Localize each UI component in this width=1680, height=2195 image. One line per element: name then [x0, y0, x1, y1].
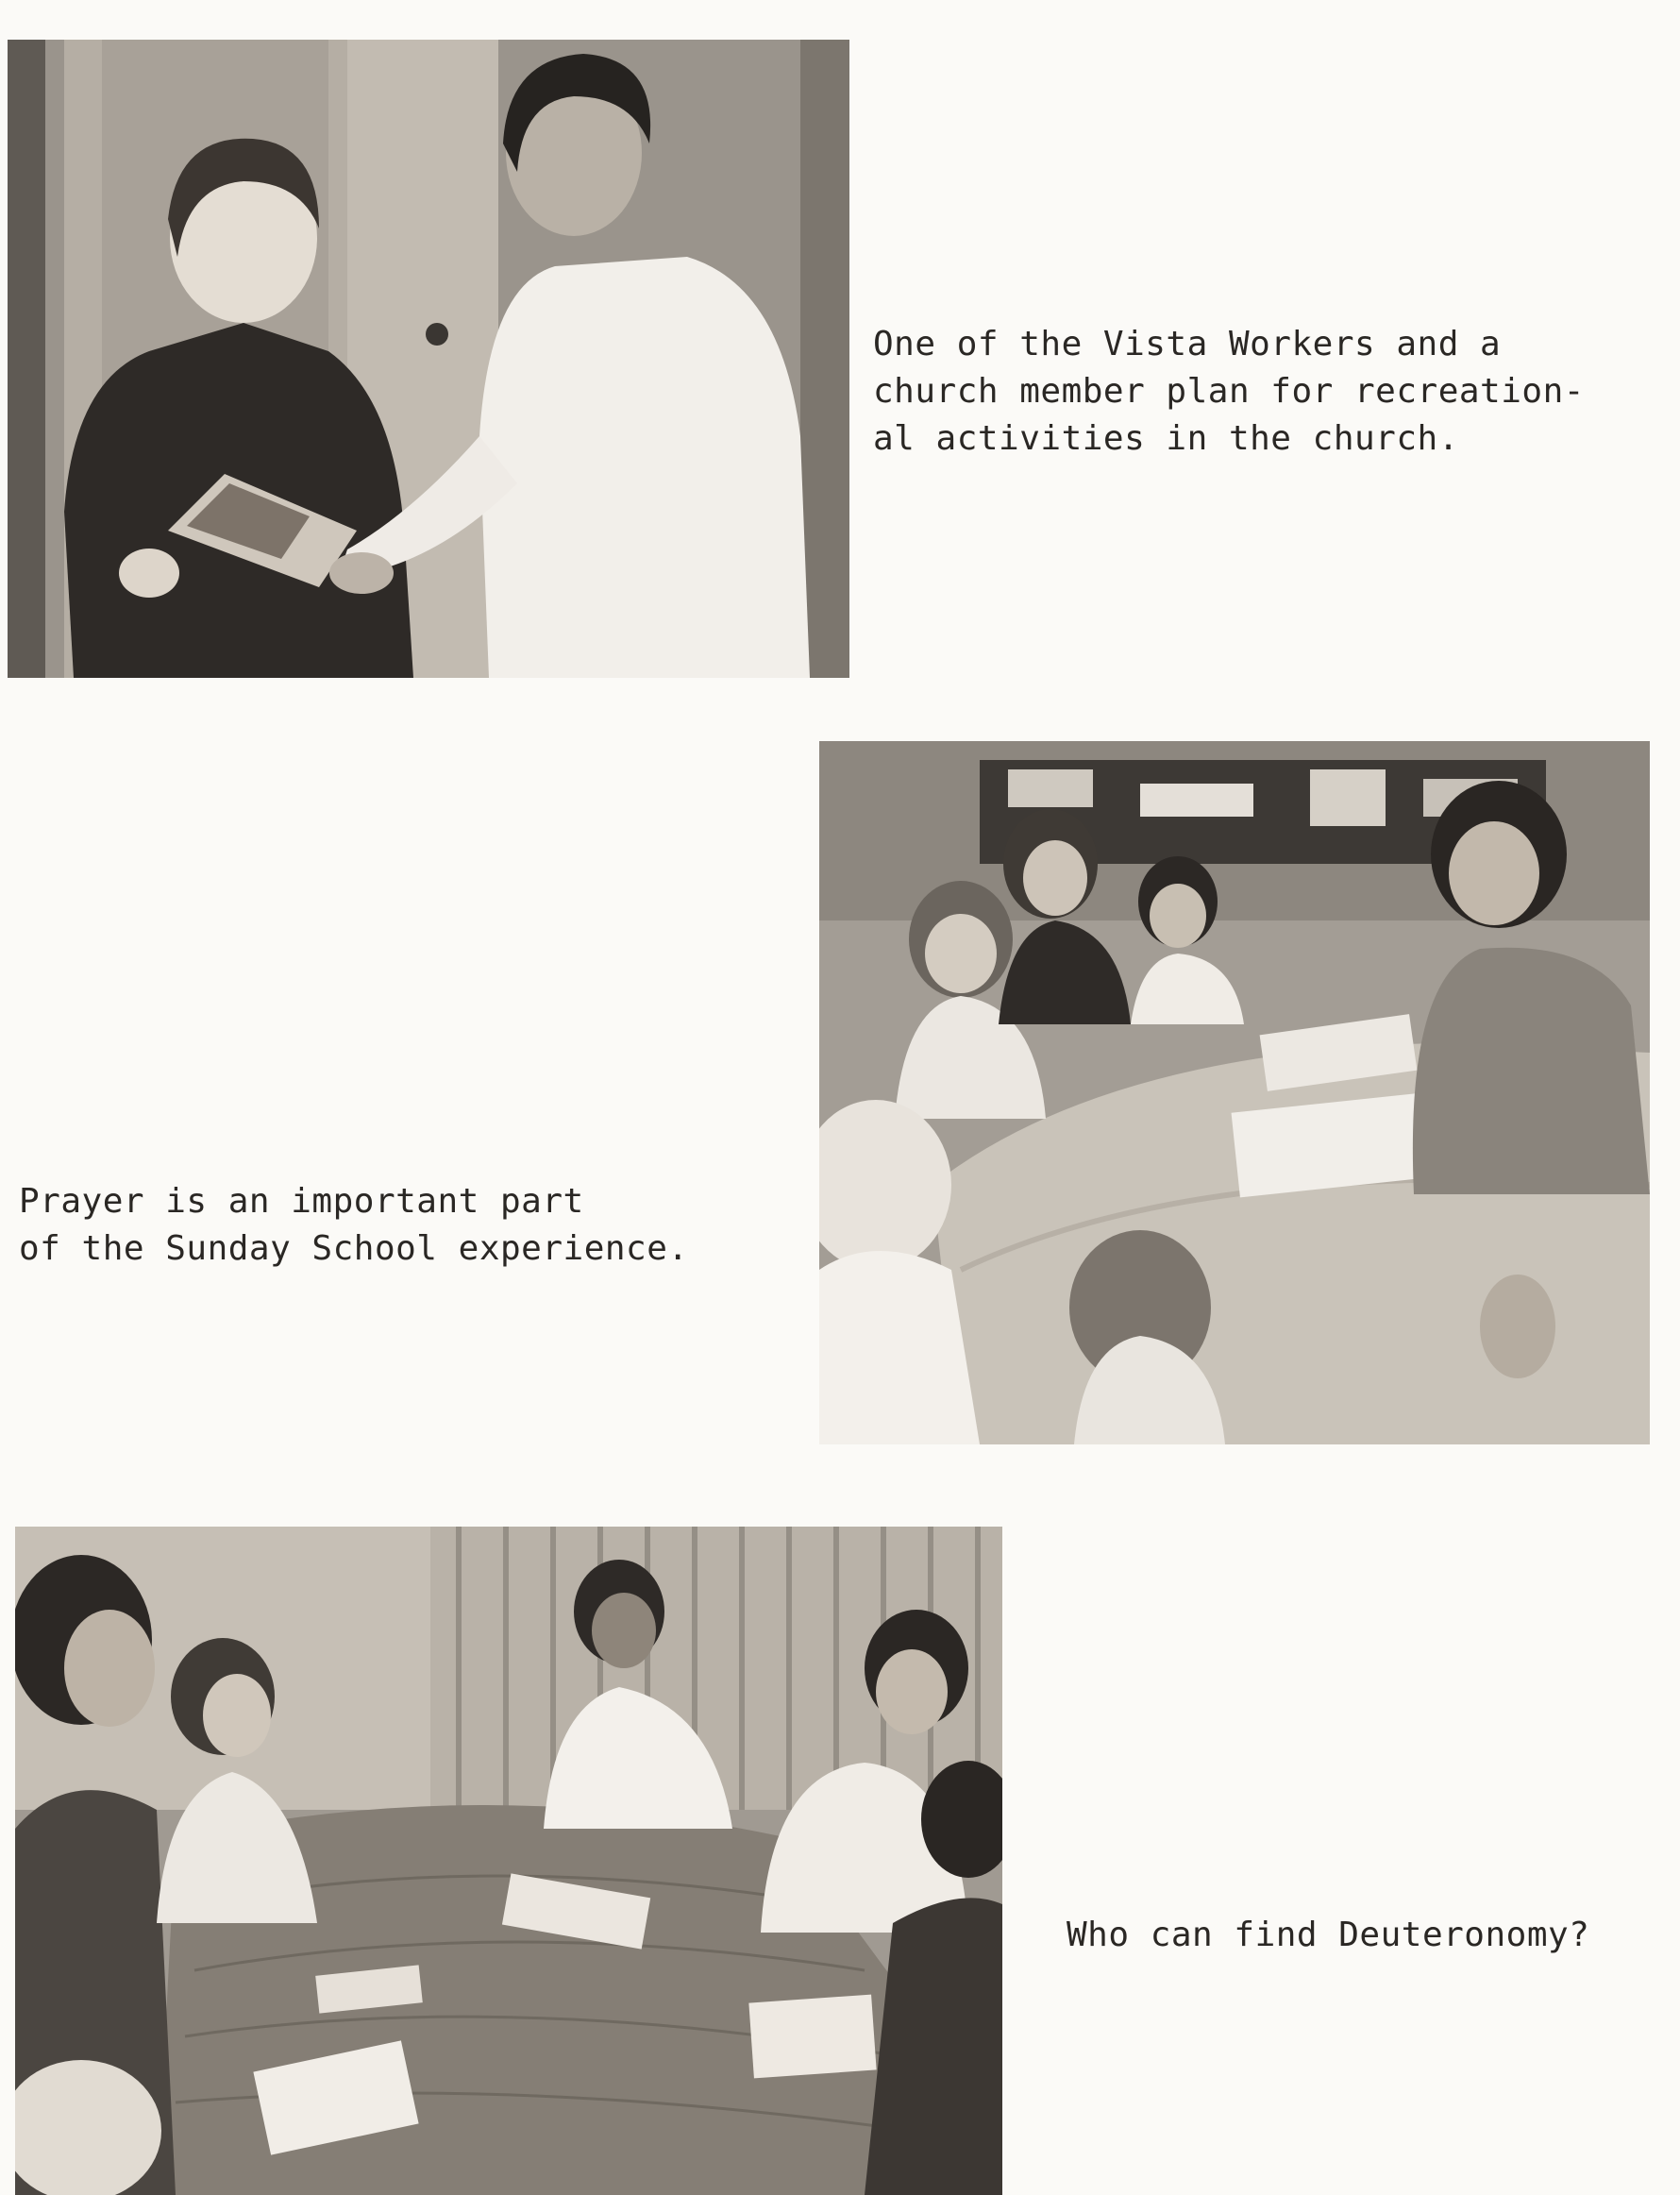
- caption-prayer: Prayer is an important part of the Sunday School experience.: [19, 1182, 689, 1268]
- caption-vista-workers: One of the Vista Workers and a church member plan for recreation- al activities in the church.: [873, 325, 1585, 458]
- photo-children-reading-bibles: [15, 1527, 1002, 2195]
- photo-children-praying-at-table: [819, 741, 1650, 1444]
- photo-vista-worker-and-church-member: [8, 40, 849, 678]
- caption-deuteronomy: Who can find Deuteronomy?: [1067, 1916, 1590, 1954]
